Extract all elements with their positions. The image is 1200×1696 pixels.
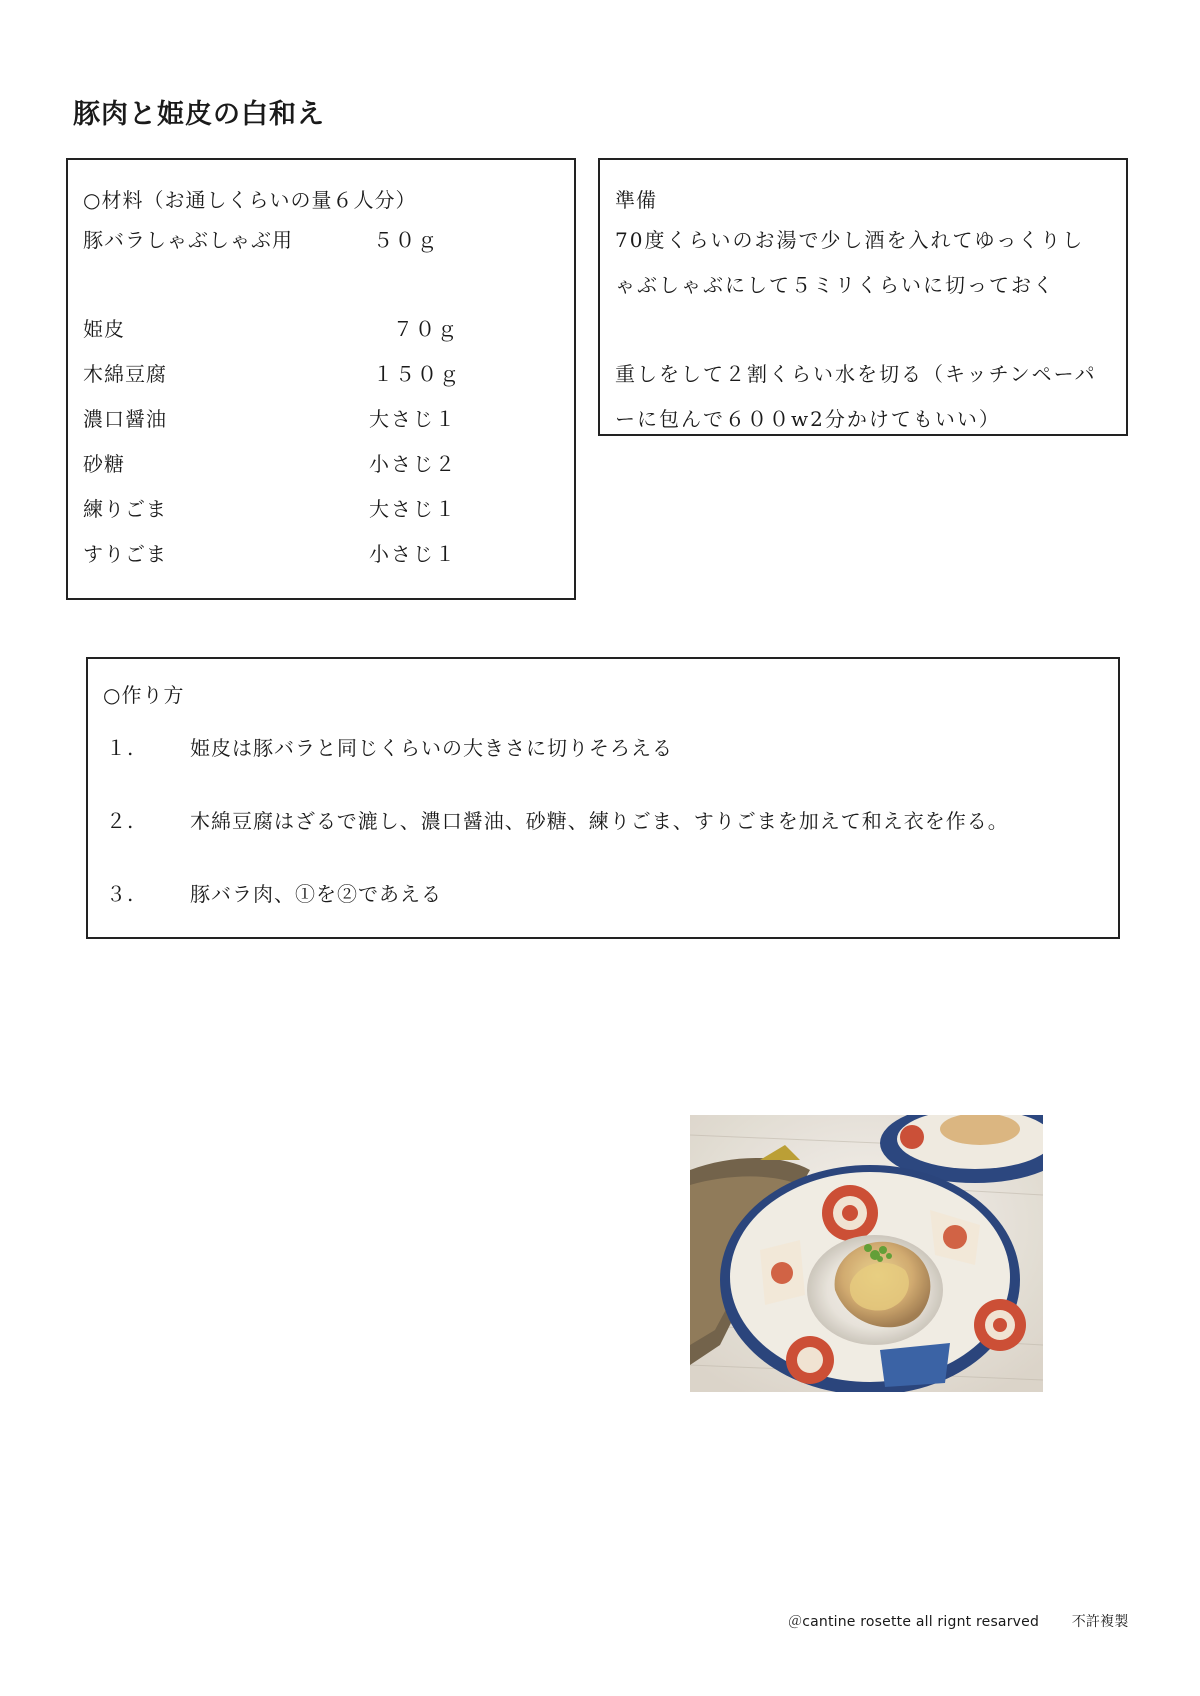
ingredient-qty: 小さじ１ (369, 542, 457, 566)
ingredient-name: 姫皮 (83, 317, 125, 341)
ingredient-row (83, 448, 463, 478)
footer (788, 1611, 1129, 1631)
method-box (86, 657, 1120, 939)
step-text: 木綿豆腐はざるで漉し、濃口醤油、砂糖、練りごま、すりごまを加えて和え衣を作る。 (190, 809, 1009, 833)
preparation-line: 70度くらいのお湯で少し酒を入れてゆっくりし (615, 228, 1085, 252)
ingredient-qty: 大さじ１ (369, 497, 457, 521)
ingredient-qty: ５０ｇ (373, 228, 439, 252)
preparation-line: 重しをして２割くらい水を切る（キッチンペーパ (615, 362, 1097, 386)
ingredient-name: 木綿豆腐 (83, 362, 167, 386)
ingredient-name: 砂糖 (83, 452, 125, 476)
step-text: 姫皮は豚バラと同じくらいの大きさに切りそろえる (190, 736, 673, 760)
step-text: 豚バラ肉、①を②であえる (190, 882, 442, 906)
step-number: ２. (106, 809, 135, 833)
preparation-box (598, 158, 1128, 436)
ingredient-name: 豚バラしゃぶしゃぶ用 (83, 228, 293, 252)
ingredients-box (66, 158, 576, 600)
step-number: ３. (106, 882, 135, 906)
copyright-text: ＠cantine rosette all rignt resarved (788, 1614, 1040, 1630)
method-heading: ○作り方 (103, 683, 185, 707)
ingredient-name: すりごま (83, 542, 167, 566)
preparation-heading: 準備 (615, 188, 657, 212)
preparation-line: ーに包んで６００w2分かけてもいい） (615, 407, 1001, 431)
ingredient-row (83, 403, 463, 433)
preparation-line: ゃぶしゃぶにして５ミリくらいに切っておく (615, 273, 1055, 297)
reproduction-notice: 不許複製 (1071, 1614, 1129, 1630)
ingredient-row (83, 313, 463, 343)
step-number: １. (106, 736, 135, 760)
ingredient-qty: 小さじ２ (369, 452, 457, 476)
ingredient-row (83, 224, 463, 254)
ingredient-name: 練りごま (83, 497, 167, 521)
dish-photo (690, 1115, 1043, 1392)
ingredient-qty: 大さじ１ (369, 407, 457, 431)
ingredient-qty: １５０ｇ (373, 362, 461, 386)
ingredients-heading: ○材料（お通しくらいの量６人分） (83, 188, 417, 212)
ingredient-row (83, 493, 463, 523)
ingredient-row (83, 358, 463, 388)
ingredient-row (83, 538, 463, 568)
ingredient-name: 濃口醤油 (83, 407, 167, 431)
page-title: 豚肉と姫皮の白和え (73, 99, 325, 130)
ingredient-qty: ７０ｇ (393, 317, 459, 341)
